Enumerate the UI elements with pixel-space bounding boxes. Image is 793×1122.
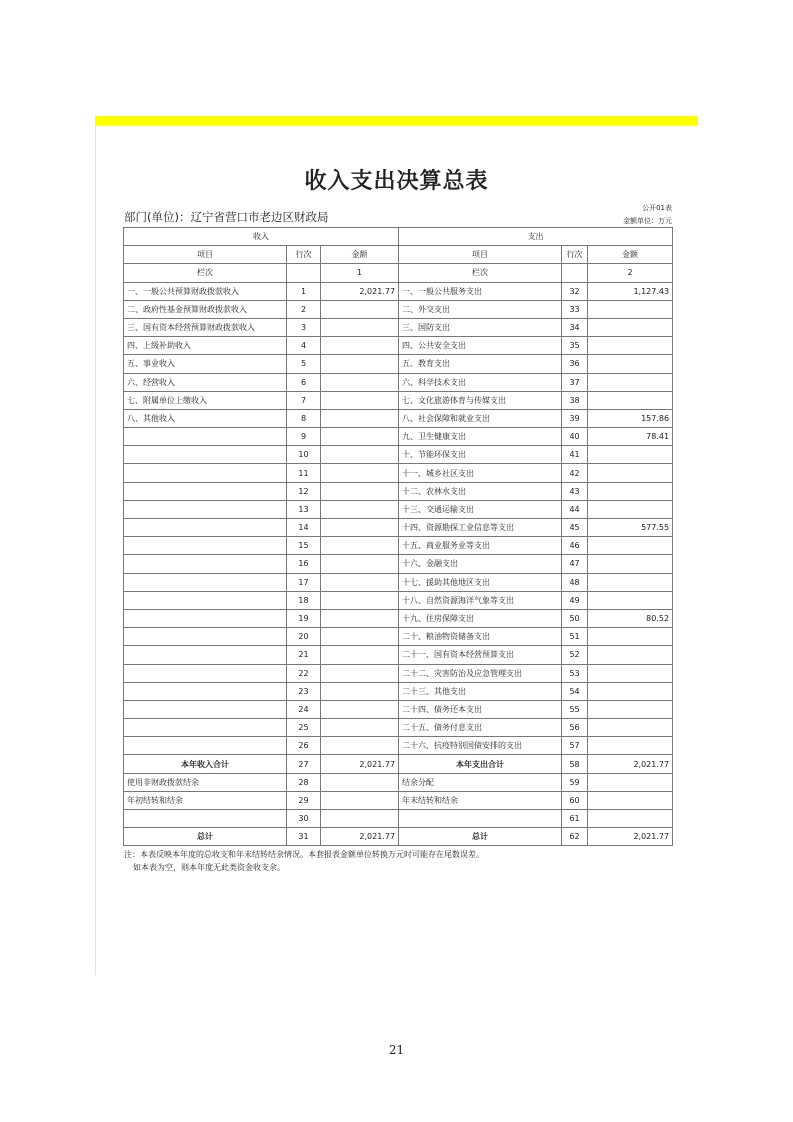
table-row	[124, 755, 673, 773]
income-item-cell	[124, 609, 287, 627]
income-item-cell	[124, 500, 287, 518]
expense-item-cell: 十六、金融支出	[399, 555, 562, 573]
table-row	[124, 719, 673, 737]
table-row	[124, 591, 673, 609]
expense-amount-cell	[588, 355, 673, 373]
table-row	[124, 537, 673, 555]
expense-item-cell: 四、公共安全支出	[399, 337, 562, 355]
expense-item-cell: 十、节能环保支出	[399, 446, 562, 464]
expense-line-cell: 39	[562, 409, 588, 427]
income-line-cell: 24	[287, 700, 321, 718]
expense-amount-cell	[588, 555, 673, 573]
income-item-cell: 本年收入合计	[124, 755, 287, 773]
income-item-cell: 六、经营收入	[124, 373, 287, 391]
expense-item-cell: 二十二、灾害防治及应急管理支出	[399, 664, 562, 682]
expense-line-cell: 32	[562, 282, 588, 300]
yellow-top-bar	[95, 116, 698, 125]
income-amount-cell	[321, 773, 399, 791]
expense-line-cell: 48	[562, 573, 588, 591]
expense-line-cell: 44	[562, 500, 588, 518]
income-line-cell: 4	[287, 337, 321, 355]
expense-line-cell: 49	[562, 591, 588, 609]
expense-item-cell: 八、社会保障和就业支出	[399, 409, 562, 427]
empty-cell	[287, 264, 321, 282]
income-item-cell	[124, 446, 287, 464]
expense-amount-cell: 78.41	[588, 428, 673, 446]
expense-line-cell: 61	[562, 810, 588, 828]
expense-amount-cell	[588, 646, 673, 664]
expense-line-cell: 42	[562, 464, 588, 482]
expense-item-cell: 二十四、债务还本支出	[399, 700, 562, 718]
expense-amount-cell	[588, 700, 673, 718]
expense-line-cell: 50	[562, 609, 588, 627]
expense-line-cell: 41	[562, 446, 588, 464]
income-line-cell: 10	[287, 446, 321, 464]
table-row	[124, 664, 673, 682]
expense-line-cell: 46	[562, 537, 588, 555]
expense-line-cell: 57	[562, 737, 588, 755]
income-amount-cell	[321, 719, 399, 737]
income-line-cell: 21	[287, 646, 321, 664]
expense-item-cell: 总计	[399, 828, 562, 846]
table-row	[124, 628, 673, 646]
income-amount-cell	[321, 464, 399, 482]
expense-line-cell: 58	[562, 755, 588, 773]
expense-amount-cell	[588, 500, 673, 518]
index-row	[124, 264, 673, 282]
table-row	[124, 519, 673, 537]
income-index-col: 1	[321, 264, 399, 282]
table-row	[124, 773, 673, 791]
table-row	[124, 609, 673, 627]
income-item-cell	[124, 428, 287, 446]
expense-amount-cell	[588, 682, 673, 700]
table-row	[124, 500, 673, 518]
table-row	[124, 282, 673, 300]
income-amount-cell	[321, 609, 399, 627]
expense-section-header: 支出	[399, 228, 673, 246]
income-amount-cell	[321, 628, 399, 646]
expense-item-cell: 二十六、抗疫特别国债安排的支出	[399, 737, 562, 755]
table-row	[124, 555, 673, 573]
section-header-row	[124, 228, 673, 246]
table-row	[124, 318, 673, 336]
expense-line-cell: 54	[562, 682, 588, 700]
expense-amount-cell	[588, 664, 673, 682]
expense-item-cell: 二十一、国有资本经营预算支出	[399, 646, 562, 664]
expense-line-cell: 38	[562, 391, 588, 409]
income-item-cell	[124, 628, 287, 646]
expense-amount-cell	[588, 464, 673, 482]
expense-item-cell: 二十、粮油物资储备支出	[399, 628, 562, 646]
income-line-cell: 30	[287, 810, 321, 828]
income-item-cell	[124, 555, 287, 573]
expense-item-cell: 五、教育支出	[399, 355, 562, 373]
amount-unit: 金额单位：万元	[623, 217, 672, 225]
note-line-2: 如本表为空，则本年度无此类资金收支余。	[133, 863, 285, 872]
expense-amount-cell	[588, 391, 673, 409]
table-row	[124, 791, 673, 809]
expense-amount-cell: 1,127.43	[588, 282, 673, 300]
expense-item-cell: 十二、农林水支出	[399, 482, 562, 500]
income-line-cell: 17	[287, 573, 321, 591]
income-line-cell: 9	[287, 428, 321, 446]
expense-amount-cell	[588, 719, 673, 737]
income-amount-cell	[321, 737, 399, 755]
income-item-cell	[124, 519, 287, 537]
form-number: 公开01表	[642, 204, 672, 212]
income-line-cell: 1	[287, 282, 321, 300]
income-amount-cell: 2,021.77	[321, 828, 399, 846]
income-item-cell	[124, 719, 287, 737]
income-line-cell: 28	[287, 773, 321, 791]
income-amount-cell: 2,021.77	[321, 755, 399, 773]
expense-amount-cell: 2,021.77	[588, 755, 673, 773]
expense-line-cell: 37	[562, 373, 588, 391]
table-row	[124, 337, 673, 355]
expense-item-cell: 十七、援助其他地区支出	[399, 573, 562, 591]
expense-line-cell: 34	[562, 318, 588, 336]
table-row	[124, 409, 673, 427]
table-row	[124, 300, 673, 318]
expense-item-cell: 三、国防支出	[399, 318, 562, 336]
expense-item-cell: 一、一般公共服务支出	[399, 282, 562, 300]
expense-item-cell: 十三、交通运输支出	[399, 500, 562, 518]
income-line-cell: 15	[287, 537, 321, 555]
income-amount-cell	[321, 355, 399, 373]
expense-item-cell: 年末结转和结余	[399, 791, 562, 809]
income-item-cell	[124, 591, 287, 609]
income-line-cell: 29	[287, 791, 321, 809]
income-item-cell	[124, 482, 287, 500]
expense-item-cell: 十四、资源勘探工业信息等支出	[399, 519, 562, 537]
income-amount-cell	[321, 646, 399, 664]
expense-item-cell: 二、外交支出	[399, 300, 562, 318]
income-item-cell: 二、政府性基金预算财政拨款收入	[124, 300, 287, 318]
income-amount-cell	[321, 500, 399, 518]
expense-line-cell: 36	[562, 355, 588, 373]
income-amount-cell	[321, 519, 399, 537]
income-item-cell: 五、事业收入	[124, 355, 287, 373]
expense-amount-cell: 577.55	[588, 519, 673, 537]
table-row	[124, 810, 673, 828]
table-row	[124, 828, 673, 846]
expense-line-cell: 47	[562, 555, 588, 573]
table-row	[124, 737, 673, 755]
expense-item-cell: 七、文化旅游体育与传媒支出	[399, 391, 562, 409]
income-line-cell: 2	[287, 300, 321, 318]
expense-item-header: 项目	[399, 246, 562, 264]
income-item-cell: 三、国有资本经营预算财政拨款收入	[124, 318, 287, 336]
income-line-cell: 31	[287, 828, 321, 846]
expense-amount-cell: 80.52	[588, 609, 673, 627]
expense-amount-cell	[588, 373, 673, 391]
income-line-cell: 13	[287, 500, 321, 518]
expense-item-cell: 十五、商业服务业等支出	[399, 537, 562, 555]
income-item-cell	[124, 700, 287, 718]
income-amount-cell	[321, 373, 399, 391]
income-amount-cell	[321, 482, 399, 500]
income-amount-cell	[321, 446, 399, 464]
income-line-cell: 20	[287, 628, 321, 646]
income-item-cell	[124, 810, 287, 828]
income-line-cell: 26	[287, 737, 321, 755]
expense-amount-cell	[588, 591, 673, 609]
income-line-header: 行次	[287, 246, 321, 264]
expense-amount-cell: 157.86	[588, 409, 673, 427]
income-amount-cell	[321, 682, 399, 700]
table-row	[124, 464, 673, 482]
expense-amount-header: 金额	[588, 246, 673, 264]
expense-item-cell	[399, 810, 562, 828]
income-amount-cell	[321, 791, 399, 809]
income-item-header: 项目	[124, 246, 287, 264]
expense-line-cell: 43	[562, 482, 588, 500]
income-item-cell	[124, 573, 287, 591]
income-line-cell: 16	[287, 555, 321, 573]
income-amount-cell	[321, 664, 399, 682]
income-line-cell: 18	[287, 591, 321, 609]
table-row	[124, 373, 673, 391]
page-title: 收入支出决算总表	[304, 169, 489, 194]
expense-item-cell: 二十三、其他支出	[399, 682, 562, 700]
expense-item-cell: 十八、自然资源海洋气象等支出	[399, 591, 562, 609]
income-item-cell: 使用非财政拨款结余	[124, 773, 287, 791]
income-amount-cell	[321, 391, 399, 409]
income-line-cell: 19	[287, 609, 321, 627]
note-line-1: 注：本表反映本年度的总收支和年末结转结余情况。本套报表金额单位转换万元时可能存在尾数误差。	[124, 850, 484, 859]
expense-amount-cell	[588, 773, 673, 791]
expense-amount-cell	[588, 628, 673, 646]
table-row	[124, 573, 673, 591]
expense-line-cell: 33	[562, 300, 588, 318]
expense-line-cell: 56	[562, 719, 588, 737]
page-number: 21	[388, 1043, 405, 1057]
expense-line-cell: 60	[562, 791, 588, 809]
income-item-cell: 总计	[124, 828, 287, 846]
income-amount-cell	[321, 428, 399, 446]
table-row	[124, 391, 673, 409]
income-line-cell: 25	[287, 719, 321, 737]
income-item-cell: 四、上级补助收入	[124, 337, 287, 355]
table-row	[124, 446, 673, 464]
expense-line-cell: 40	[562, 428, 588, 446]
income-amount-cell	[321, 555, 399, 573]
income-amount-cell	[321, 337, 399, 355]
table-row	[124, 682, 673, 700]
income-item-cell	[124, 537, 287, 555]
expense-amount-cell	[588, 573, 673, 591]
table-row	[124, 355, 673, 373]
expense-amount-cell	[588, 337, 673, 355]
income-line-cell: 27	[287, 755, 321, 773]
income-amount-cell: 2,021.77	[321, 282, 399, 300]
income-line-cell: 6	[287, 373, 321, 391]
income-amount-header: 金额	[321, 246, 399, 264]
expense-item-cell: 结余分配	[399, 773, 562, 791]
income-line-cell: 8	[287, 409, 321, 427]
income-section-header: 收入	[124, 228, 399, 246]
income-line-cell: 12	[287, 482, 321, 500]
income-item-cell	[124, 682, 287, 700]
table-row	[124, 428, 673, 446]
expense-amount-cell	[588, 537, 673, 555]
expense-amount-cell	[588, 300, 673, 318]
income-amount-cell	[321, 300, 399, 318]
expense-line-cell: 35	[562, 337, 588, 355]
expense-item-cell: 六、科学技术支出	[399, 373, 562, 391]
expense-line-cell: 62	[562, 828, 588, 846]
expense-index-col: 2	[588, 264, 673, 282]
income-line-cell: 14	[287, 519, 321, 537]
expense-item-cell: 十九、住房保障支出	[399, 609, 562, 627]
expense-line-cell: 55	[562, 700, 588, 718]
income-line-cell: 11	[287, 464, 321, 482]
table-row	[124, 646, 673, 664]
income-amount-cell	[321, 810, 399, 828]
department-label: 部门(单位)：辽宁省营口市老边区财政局	[124, 210, 329, 224]
table-row	[124, 700, 673, 718]
income-item-cell	[124, 737, 287, 755]
column-header-row	[124, 246, 673, 264]
income-item-cell: 一、一般公共预算财政拨款收入	[124, 282, 287, 300]
expense-item-cell: 九、卫生健康支出	[399, 428, 562, 446]
income-line-cell: 22	[287, 664, 321, 682]
expense-amount-cell	[588, 737, 673, 755]
yellow-left-line	[95, 125, 96, 975]
expense-line-cell: 59	[562, 773, 588, 791]
expense-amount-cell	[588, 446, 673, 464]
expense-amount-cell	[588, 318, 673, 336]
expense-item-cell: 十一、城乡社区支出	[399, 464, 562, 482]
income-item-cell	[124, 646, 287, 664]
income-line-cell: 7	[287, 391, 321, 409]
income-amount-cell	[321, 700, 399, 718]
expense-line-cell: 45	[562, 519, 588, 537]
income-item-cell: 八、其他收入	[124, 409, 287, 427]
income-item-cell: 七、附属单位上缴收入	[124, 391, 287, 409]
expense-index-label: 栏次	[399, 264, 562, 282]
income-amount-cell	[321, 591, 399, 609]
income-item-cell	[124, 464, 287, 482]
income-line-cell: 23	[287, 682, 321, 700]
empty-cell	[562, 264, 588, 282]
income-item-cell: 年初结转和结余	[124, 791, 287, 809]
income-line-cell: 5	[287, 355, 321, 373]
income-index-label: 栏次	[124, 264, 287, 282]
expense-line-header: 行次	[562, 246, 588, 264]
income-line-cell: 3	[287, 318, 321, 336]
expense-amount-cell: 2,021.77	[588, 828, 673, 846]
expense-line-cell: 52	[562, 646, 588, 664]
expense-line-cell: 51	[562, 628, 588, 646]
expense-line-cell: 53	[562, 664, 588, 682]
budget-summary-table	[123, 227, 673, 846]
expense-amount-cell	[588, 482, 673, 500]
table-row	[124, 482, 673, 500]
income-amount-cell	[321, 573, 399, 591]
income-amount-cell	[321, 537, 399, 555]
expense-item-cell: 本年支出合计	[399, 755, 562, 773]
income-amount-cell	[321, 409, 399, 427]
expense-amount-cell	[588, 810, 673, 828]
expense-item-cell: 二十五、债务付息支出	[399, 719, 562, 737]
income-item-cell	[124, 664, 287, 682]
expense-amount-cell	[588, 791, 673, 809]
income-amount-cell	[321, 318, 399, 336]
